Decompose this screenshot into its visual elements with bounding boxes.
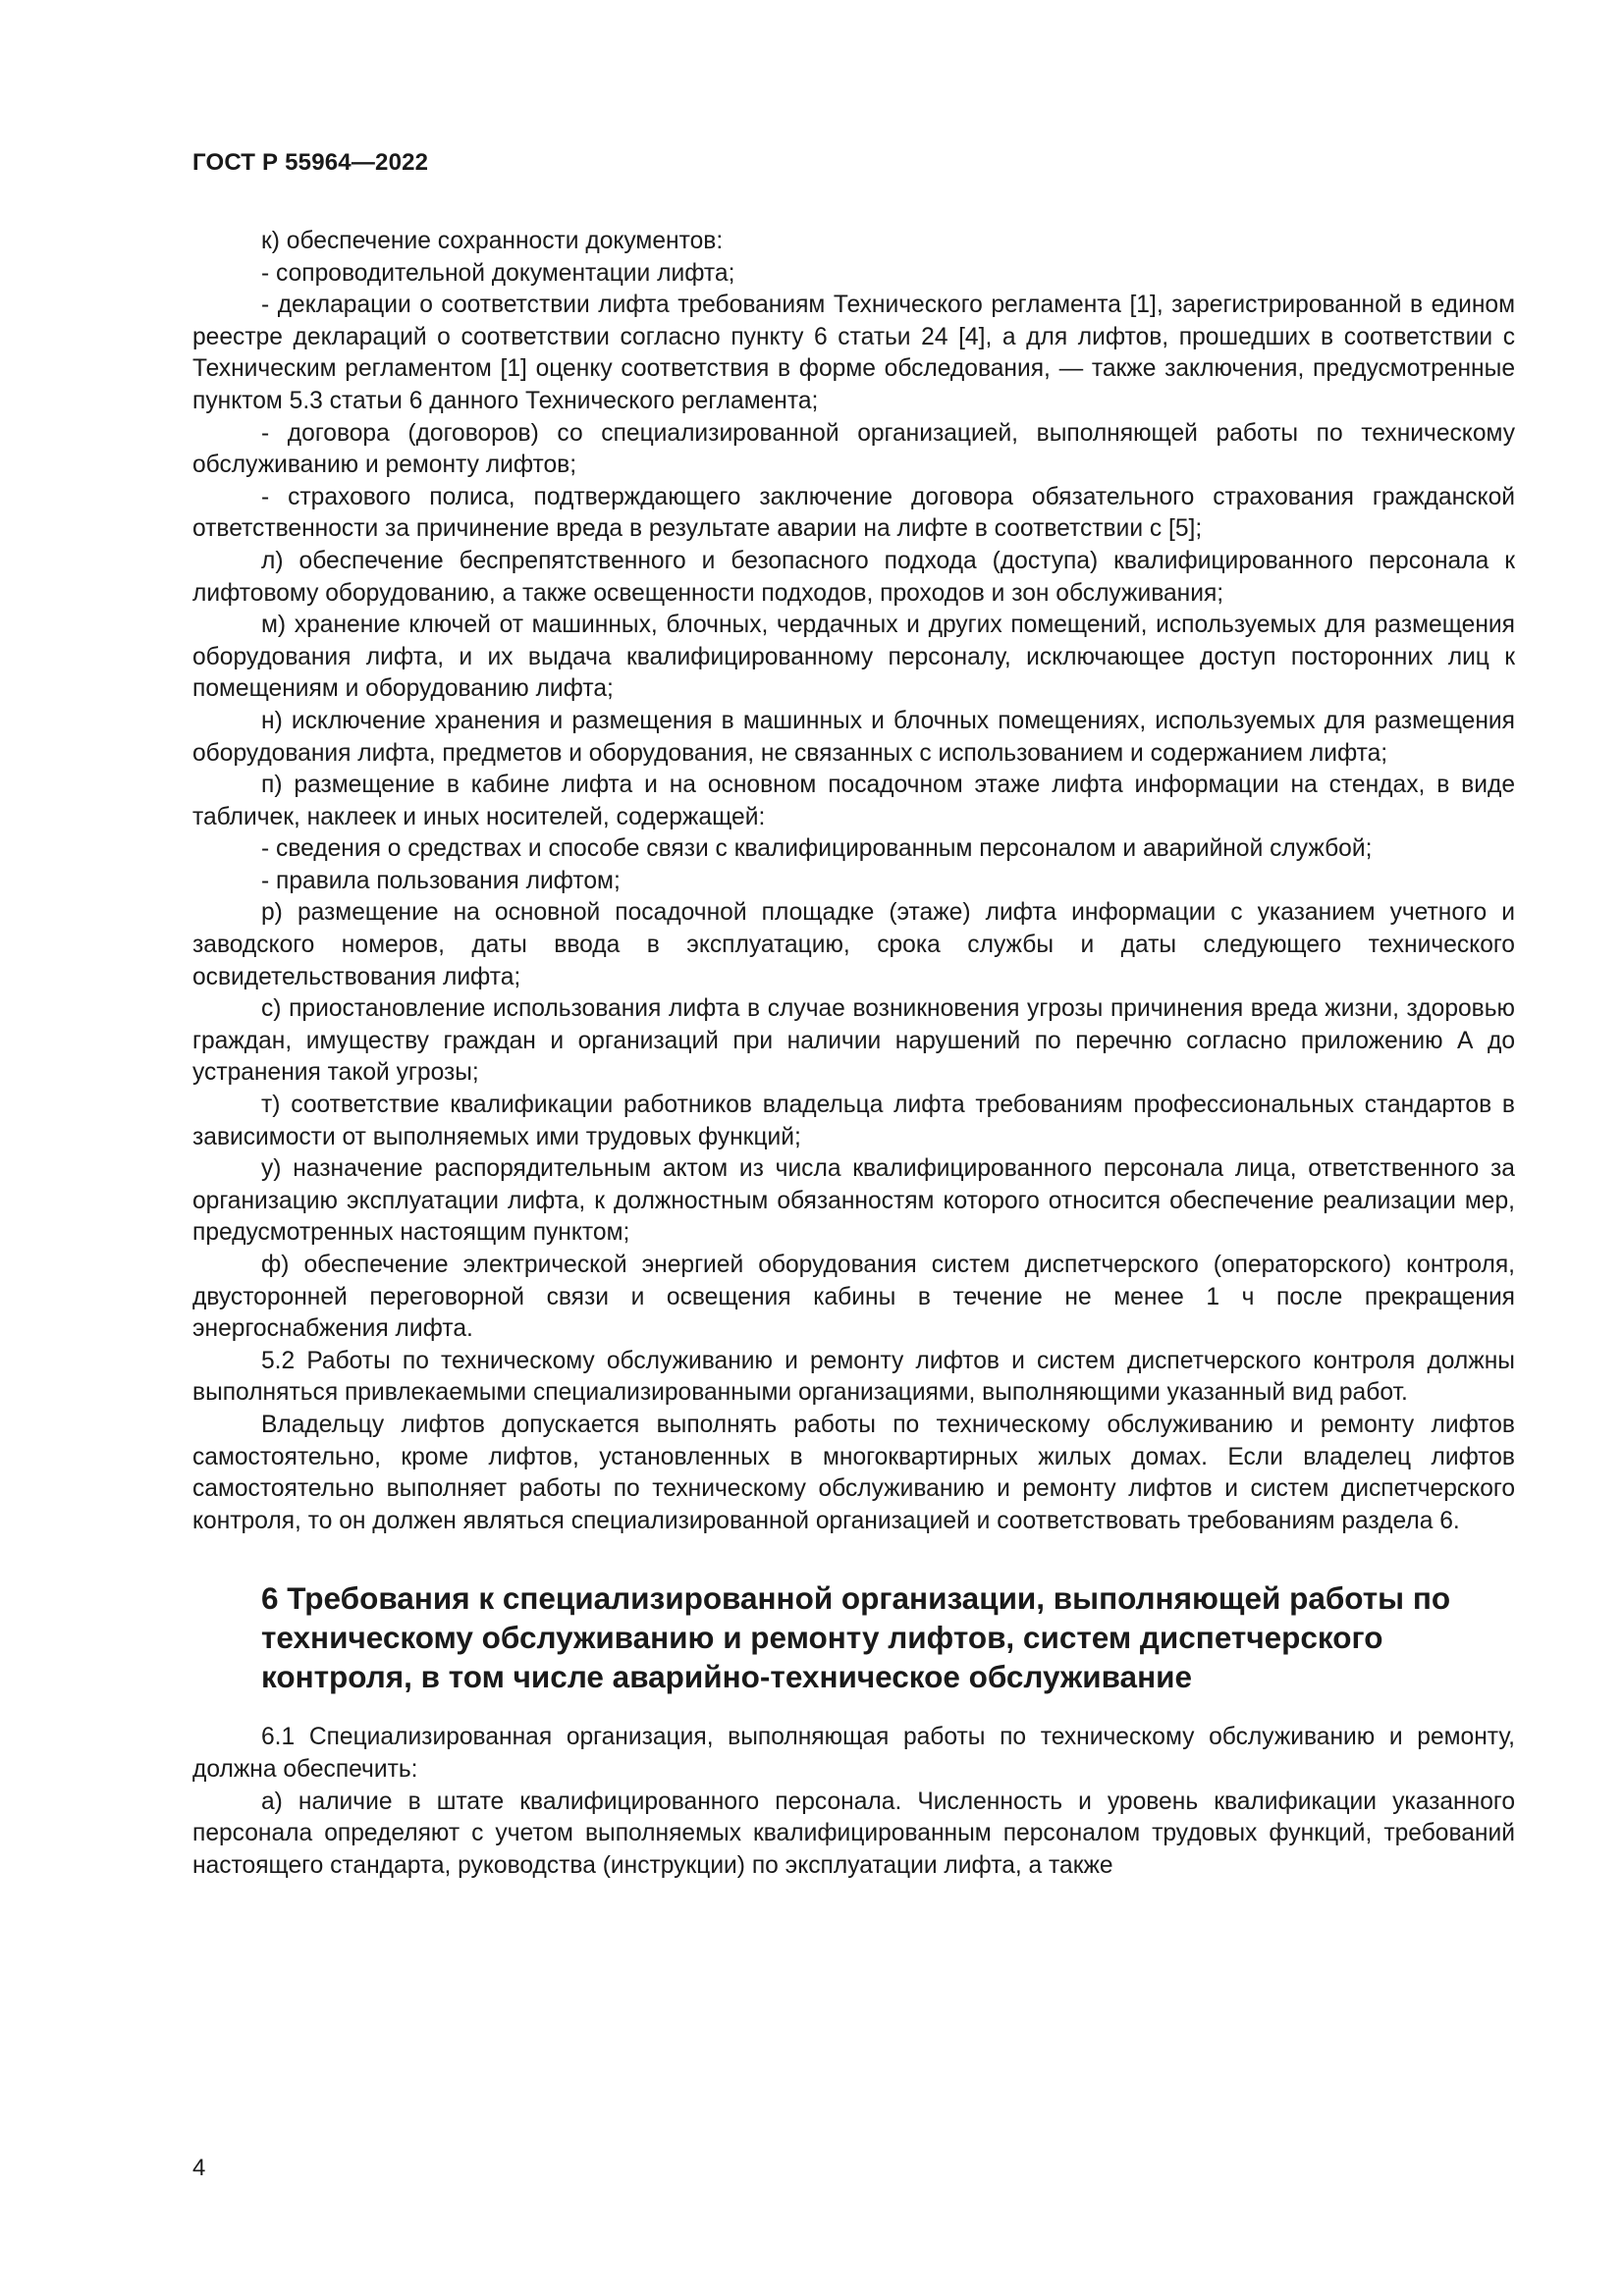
section-6-heading: 6 Требования к специализированной организации, выполняющей работы по техническому обслуживанию и ремонту лифтов, систем диспетчерского контроля, в том числе аварийно-техническое обслуживание xyxy=(261,1580,1451,1695)
paragraph-t: т) соответствие квалификации работников владельца лифта требованиям профессиональных стандартов в зависимости от выполняемых ими трудовых функций; xyxy=(192,1092,1515,1150)
paragraph-k: к) обеспечение сохранности документов: xyxy=(261,228,724,254)
clause-6-1: 6.1 Специализированная организация, выполняющая работы по техническому обслуживанию и ремонту, должна обеспечить: xyxy=(192,1724,1515,1783)
list-item-insurance: - страхового полиса, подтверждающего заключение договора обязательного страхования гражданской ответственности за причинение вреда в результате аварии на лифте в соответствии с [5]; xyxy=(192,483,1515,543)
paragraph-l: л) обеспечение беспрепятственного и безопасного подхода (доступа) квалифицированного персонала к лифтовому оборудованию, а также освещенности подходов, проходов и зон обслуживания; xyxy=(192,547,1515,607)
document-body xyxy=(192,226,1515,1882)
paragraph-s: с) приостановление использования лифта в случае возникновения угрозы причинения вреда жизни, здоровью граждан, имуществу граждан и организаций при наличии нарушений по перечню согласно приложению А до устранения такой угрозы; xyxy=(192,995,1515,1087)
paragraph-m: м) хранение ключей от машинных, блочных, чердачных и других помещений, используемых для размещения оборудования лифта, и их выдача квалифицированному персоналу, исключающее доступ посторонних лиц к помещениям и оборудованию лифта; xyxy=(192,612,1515,703)
paragraph-r: р) размещение на основной посадочной площадке (этаже) лифта информации с указанием учетного и заводского номеров, даты ввода в эксплуатацию, срока службы и даты следующего технического освидетельствования лифта; xyxy=(192,899,1515,990)
paragraph-owner-self-service: Владельцу лифтов допускается выполнять работы по техническому обслуживанию и ремонту лифтов самостоятельно, кроме лифтов, установленных в многоквартирных жилых домах. Если владелец лифтов самостоятельно выполняет работы по техническому обслуживанию и ремонту лифтов и систем диспетчерского контроля, то он должен являться специализированной организацией и соответствовать требованиям раздела 6. xyxy=(192,1411,1515,1534)
clause-5-2: 5.2 Работы по техническому обслуживанию и ремонту лифтов и систем диспетчерского контроля должны выполняться привлекаемыми специализированными организациями, выполняющими указанный вид работ. xyxy=(192,1347,1515,1407)
document-code-header: ГОСТ Р 55964—2022 xyxy=(192,149,429,176)
paragraph-n: н) исключение хранения и размещения в машинных и блочных помещениях, используемых для размещения оборудования лифта, предметов и оборудования, не связанных с использованием и содержанием лифта; xyxy=(192,707,1515,767)
list-item-declaration: - декларации о соответствии лифта требованиям Технического регламента [1], зарегистрированной в едином реестре деклараций о соответствии согласно пункту 6 статьи 24 [4], а для лифтов, прошедших в соответствии с Техническим регламентом [1] оценку соответствия в форме обследования, — также заключения, предусмотренные пунктом 5.3 статьи 6 данного Технического регламента; xyxy=(192,292,1515,414)
list-item-contract: - договора (договоров) со специализированной организацией, выполняющей работы по техническому обслуживанию и ремонту лифтов; xyxy=(192,419,1515,479)
list-item-communication: - сведения о средствах и способе связи с квалифицированным персоналом и аварийной службой; xyxy=(261,835,1373,863)
paragraph-a: а) наличие в штате квалифицированного персонала. Численность и уровень квалификации указанного персонала определяют с учетом выполняемых квалифицированным персоналом трудовых функций, требований настоящего стандарта, руководства (инструкции) по эксплуатации лифта, а также xyxy=(192,1788,1515,1879)
paragraph-p: п) размещение в кабине лифта и на основном посадочном этаже лифта информации на стендах, в виде табличек, наклеек и иных носителей, содержащей: xyxy=(192,772,1515,830)
list-item-rules: - правила пользования лифтом; xyxy=(261,867,621,894)
paragraph-u: у) назначение распорядительным актом из числа квалифицированного персонала лица, ответственного за организацию эксплуатации лифта, к должностным обязанностям которого относится обеспечение реализации мер, предусмотренных настоящим пунктом; xyxy=(192,1155,1515,1247)
page-number: 4 xyxy=(192,2155,206,2181)
list-item-accompanying-docs: - сопроводительной документации лифта; xyxy=(261,259,735,287)
paragraph-f: ф) обеспечение электрической энергией оборудования систем диспетчерского (операторского) контроля, двусторонней переговорной связи и освещения кабины в течение не менее 1 ч после прекращения энергоснабжения лифта. xyxy=(192,1252,1515,1343)
